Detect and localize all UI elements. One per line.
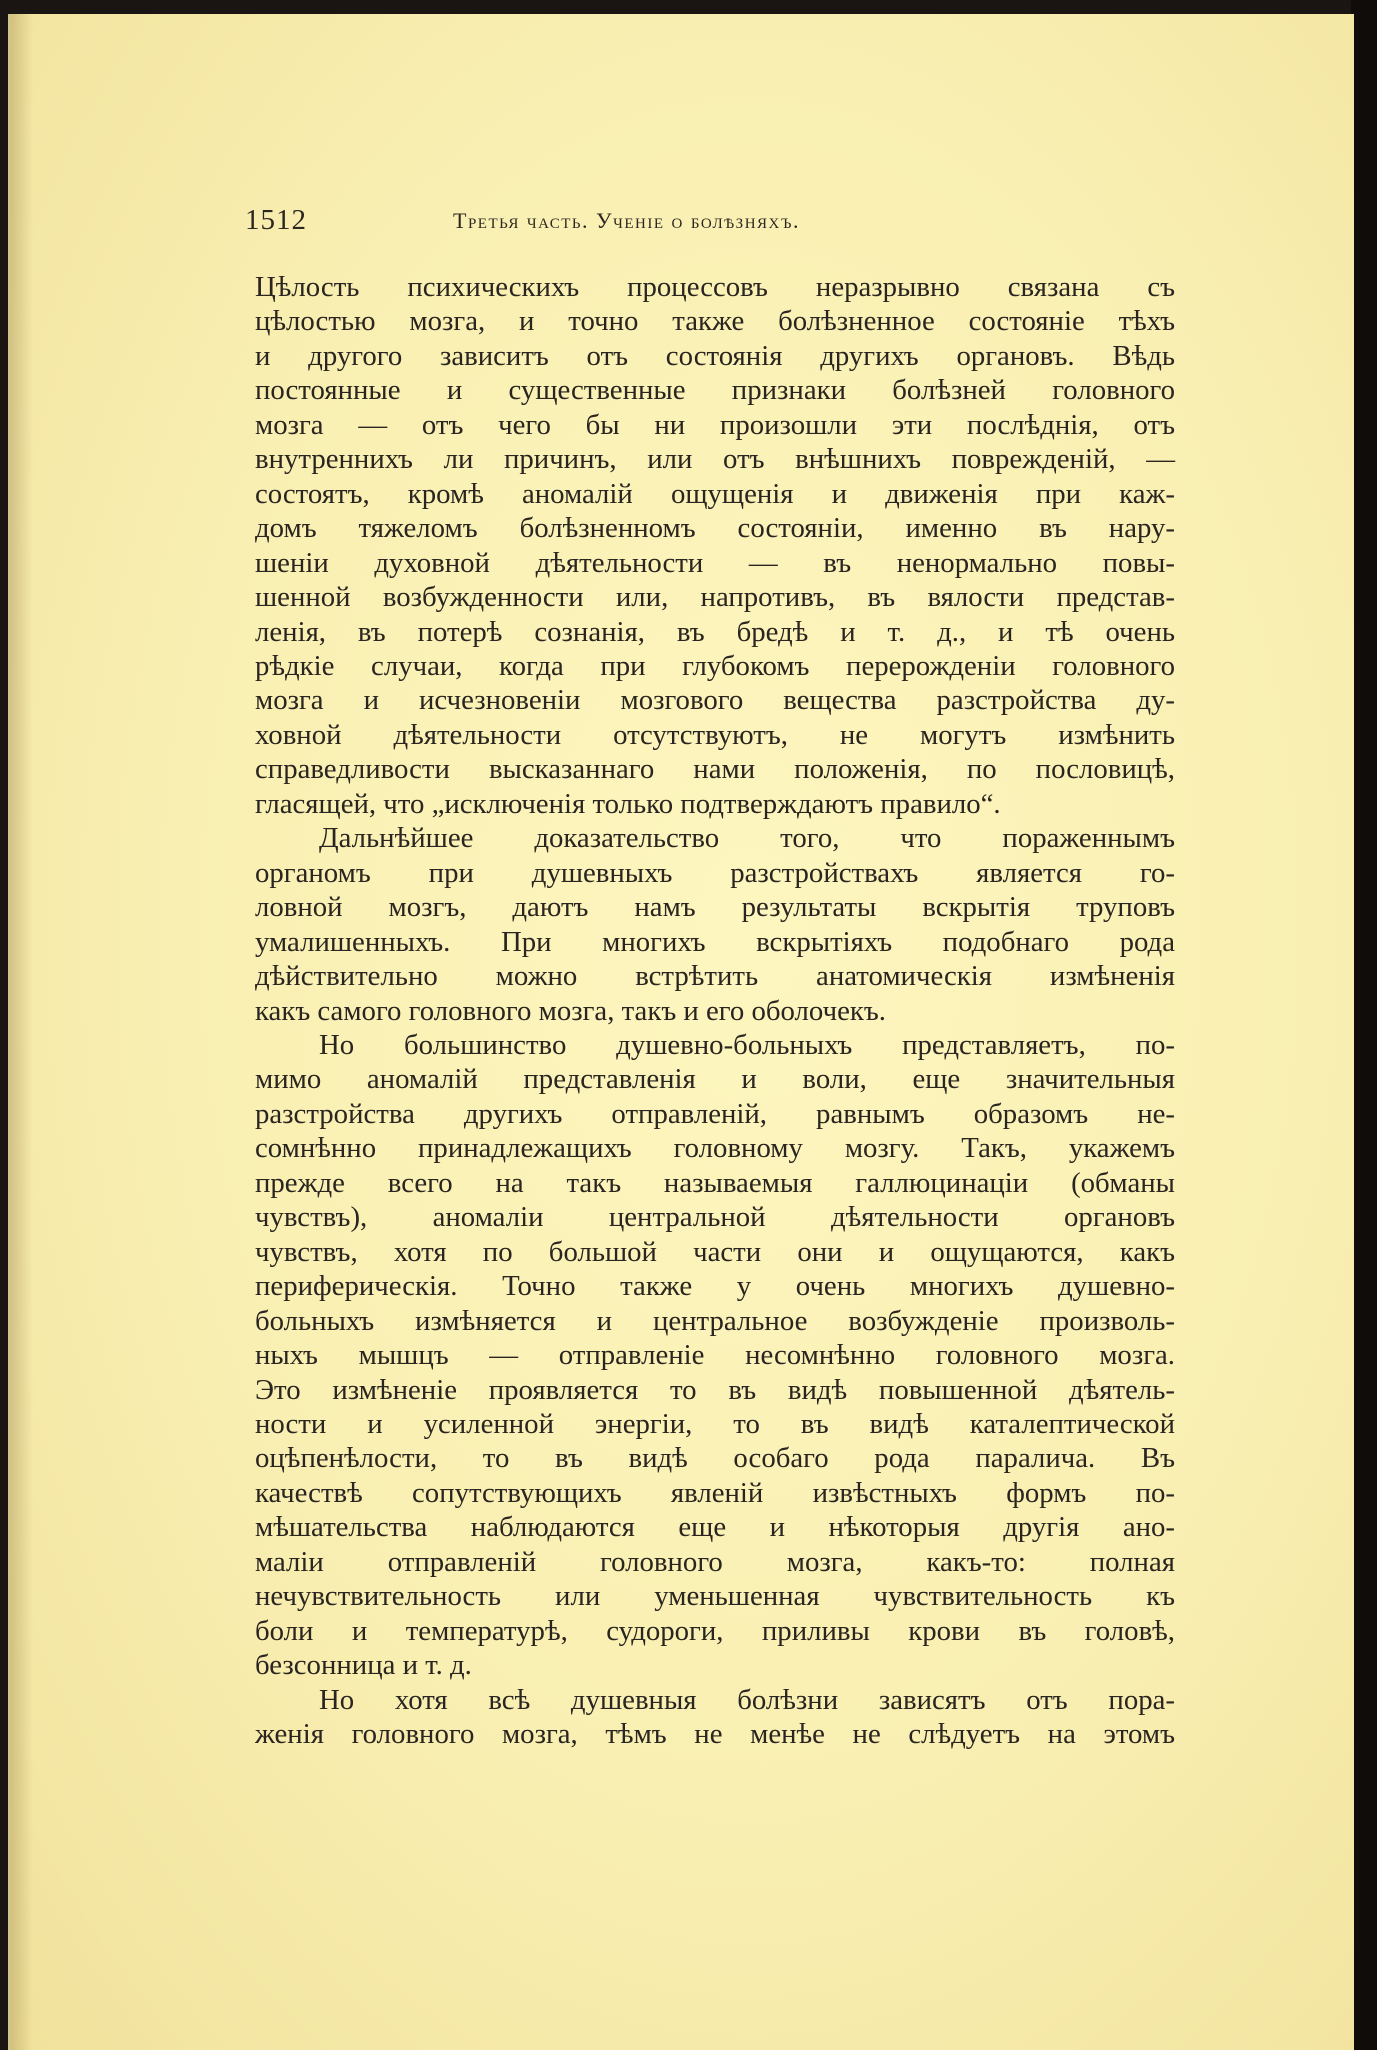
- text-line: дѣйствительно можно встрѣтить анатомическія измѣненія: [255, 960, 1175, 993]
- text-line: Но хотя всѣ душевныя болѣзни зависятъ отъ пора-: [319, 1683, 1175, 1716]
- text-line: органомъ при душевныхъ разстройствахъ является го-: [255, 856, 1175, 889]
- text-line: безсонница и т. д.: [255, 1649, 472, 1682]
- text-line: чувствъ, хотя по большой части они и ощущаются, какъ: [255, 1235, 1175, 1268]
- text-line: нечувствительность или уменьшенная чувствительность къ: [255, 1580, 1175, 1613]
- text-line: сомнѣнно принадлежащихъ головному мозгу. Такъ, укажемъ: [255, 1132, 1175, 1165]
- text-line: ховной дѣятельности отсутствуютъ, не могутъ измѣнить: [255, 718, 1175, 751]
- text-line: шенной возбужденности или, напротивъ, въ вялости представ-: [255, 581, 1175, 614]
- text-line: мимо аномалій представленія и воли, еще значительныя: [255, 1063, 1175, 1096]
- running-title: Третья часть. Ученіе о болѣзняхъ.: [453, 208, 800, 233]
- text-line: Дальнѣйшее доказательство того, что пораженнымъ: [319, 822, 1175, 855]
- text-line: внутреннихъ ли причинъ, или отъ внѣшнихъ поврежденій, —: [255, 443, 1175, 476]
- text-line: ныхъ мышцъ — отправленіе несомнѣнно головного мозга.: [255, 1339, 1175, 1372]
- text-line: чувствъ), аномаліи центральной дѣятельности органовъ: [255, 1201, 1175, 1234]
- text-line: прежде всего на такъ называемыя галлюцинаціи (обманы: [255, 1166, 1175, 1199]
- text-line: больныхъ измѣняется и центральное возбужденіе произволь-: [255, 1304, 1175, 1337]
- text-line: гласящей, что „исключенія только подтверждаютъ правило“.: [255, 787, 1001, 820]
- text-line: ленія, въ потерѣ сознанія, въ бредѣ и т. д., и тѣ очень: [255, 615, 1175, 648]
- text-line: Это измѣненіе проявляется то въ видѣ повышенной дѣятель-: [255, 1373, 1175, 1406]
- text-line: мозга и исчезновеніи мозгового вещества разстройства ду-: [255, 684, 1175, 717]
- text-line: мѣшательства наблюдаются еще и нѣкоторыя другія ано-: [255, 1511, 1175, 1544]
- text-line: ности и усиленной энергіи, то въ видѣ каталептической: [255, 1407, 1175, 1440]
- text-line: маліи отправленій головного мозга, какъ-то: полная: [255, 1545, 1175, 1578]
- text-line: Цѣлость психическихъ процессовъ неразрывно связана съ: [255, 271, 1175, 303]
- text-line: рѣдкіе случаи, когда при глубокомъ перерожденіи головного: [255, 649, 1175, 682]
- scan-edge-shadow: [1351, 0, 1377, 2050]
- text-line: состоятъ, кромѣ аномалій ощущенія и движенія при каж-: [255, 477, 1175, 510]
- text-line: ловной мозгъ, даютъ намъ результаты вскрытія труповъ: [255, 891, 1175, 924]
- text-line: какъ самого головного мозга, такъ и его оболочекъ.: [255, 994, 886, 1027]
- text-line: умалишенныхъ. При многихъ вскрытіяхъ подобнаго рода: [255, 925, 1175, 958]
- body-text: [255, 270, 1175, 1751]
- text-line: мозга — отъ чего бы ни произошли эти послѣднія, отъ: [255, 408, 1175, 441]
- book-page: [8, 14, 1354, 2050]
- text-line: качествѣ сопутствующихъ явленій извѣстныхъ формъ по-: [255, 1476, 1175, 1509]
- text-line: периферическія. Точно также у очень многихъ душевно-: [255, 1270, 1175, 1303]
- text-line: боли и температурѣ, судороги, приливы крови въ головѣ,: [255, 1614, 1175, 1647]
- page-number: 1512: [245, 204, 307, 236]
- text-line: постоянные и существенные признаки болѣзней головного: [255, 374, 1175, 407]
- text-line: справедливости высказаннаго нами положенія, по пословицѣ,: [255, 753, 1175, 786]
- text-line: домъ тяжеломъ болѣзненномъ состояніи, именно въ нару-: [255, 512, 1175, 545]
- text-line: шеніи духовной дѣятельности — въ ненормально повы-: [255, 546, 1175, 579]
- text-line: женія головного мозга, тѣмъ не менѣе не слѣдуетъ на этомъ: [255, 1718, 1175, 1751]
- text-line: Но большинство душевно-больныхъ представляетъ, по-: [319, 1028, 1175, 1061]
- page-header: [245, 204, 1115, 244]
- text-line: разстройства другихъ отправленій, равнымъ образомъ не-: [255, 1097, 1175, 1130]
- text-line: и другого зависитъ отъ состоянія другихъ органовъ. Вѣдь: [255, 339, 1175, 372]
- text-line: оцѣпенѣлости, то въ видѣ особаго рода паралича. Въ: [255, 1442, 1175, 1475]
- text-line: цѣлостью мозга, и точно также болѣзненное состояніе тѣхъ: [255, 305, 1175, 338]
